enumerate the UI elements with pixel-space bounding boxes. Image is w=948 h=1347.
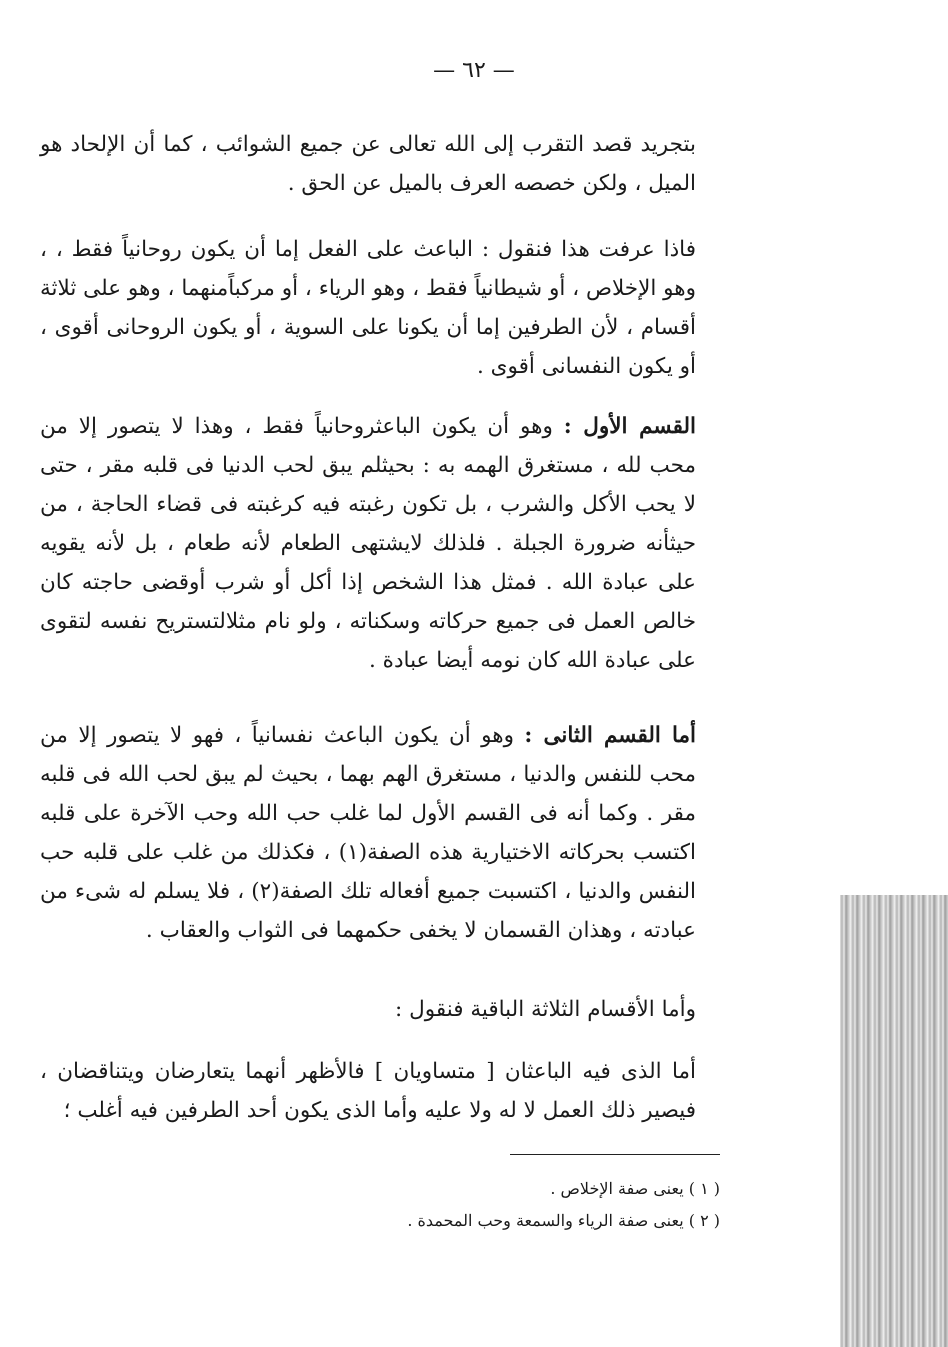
footnote-1: ( ١ ) يعنى صفة الإخلاص . [550, 1179, 720, 1198]
footnote-2: ( ٢ ) يعنى صفة الرياء والسمعة وحب المحمدة . [407, 1211, 720, 1230]
paragraph-4 [40, 716, 696, 950]
paragraph-6 [40, 1052, 696, 1130]
paragraph-text: وأما الأقسام الثلاثة الباقية فنقول : [395, 997, 696, 1022]
section-heading-first: القسم الأول : [563, 414, 696, 439]
page-number: — ٦٢ — [433, 58, 515, 83]
section-heading-second: أما القسم الثانى : [524, 723, 696, 748]
paragraph-text: بتجريد قصد التقرب إلى الله تعالى عن جميع الشوائب ، كما أن الإلحاد هو الميل ، ولكن خصصه العرف بالميل عن الحق . [40, 132, 696, 196]
paragraph-text: وهو أن يكون الباعث نفسانياً ، فهو لا يتصور إلا من محب للنفس والدنيا ، مستغرق الهم بهما ، بحيث لم يبق لحب الله فى قلبه مقر . وكما أنه فى القسم الأول لما غلب حب الله وحب الآخرة على قلبه اكتسب بحركاته الاختيارية هذه الصفة(١) ، فكذلك من غلب على قلبه حب النفس والدنيا ، اكتسبت جميع أفعاله تلك الصفة(٢) ، فلا يسلم له شىء من عبادته ، وهذان القسمان لا يخفى حكمهما فى الثواب والعقاب . [40, 723, 697, 943]
paragraph-text: وهو أن يكون الباعثروحانياً فقط ، وهذا لا يتصور إلا من محب لله ، مستغرق الهمه به : بحيثلم يبق لحب الدنيا فى قلبه مقر ، حتى لا يحب الأكل والشرب ، بل تكون رغبته فيه كرغبته فى قضاء الحاجة ، من حيثأنه ضرورة الجبلة . فلذلك لايشتهى الطعام لأنه طعام ، بل لأنه يقويه على عبادة الله . فمثل هذا الشخص إذا أكل أو شرب أوقضى حاجته كان خالص العمل فى جميع حركاته وسكناته ، ولو نام مثلالتستريح نفسه لتقوى على عبادة الله كان نومه أيضا عبادة . [40, 414, 696, 673]
paragraph-3 [40, 407, 696, 680]
paragraph-1 [40, 125, 696, 203]
paragraph-text: فاذا عرفت هذا فنقول : الباعث على الفعل إما أن يكون روحانياً فقط ، ، وهو الإخلاص ، أو شيطانياً فقط ، وهو الرياء ، أو مركباًمنهما ، وهو على ثلاثة أقسام ، لأن الطرفين إما أن يكونا على السوية ، أو يكون الروحانى أقوى ، أو يكون النفسانى أقوى . [40, 237, 696, 379]
paragraph-5 [40, 990, 696, 1029]
footnote-divider [510, 1154, 720, 1155]
paragraph-text: أما الذى فيه الباعثان [ متساويان ] فالأظهر أنهما يتعارضان ويتناقضان ، فيصير ذلك العمل لا له ولا عليه وأما الذى يكون أحد الطرفين فيه أغلب ؛ [40, 1059, 696, 1123]
scan-binding-shadow [840, 895, 948, 1347]
paragraph-2 [40, 230, 696, 386]
